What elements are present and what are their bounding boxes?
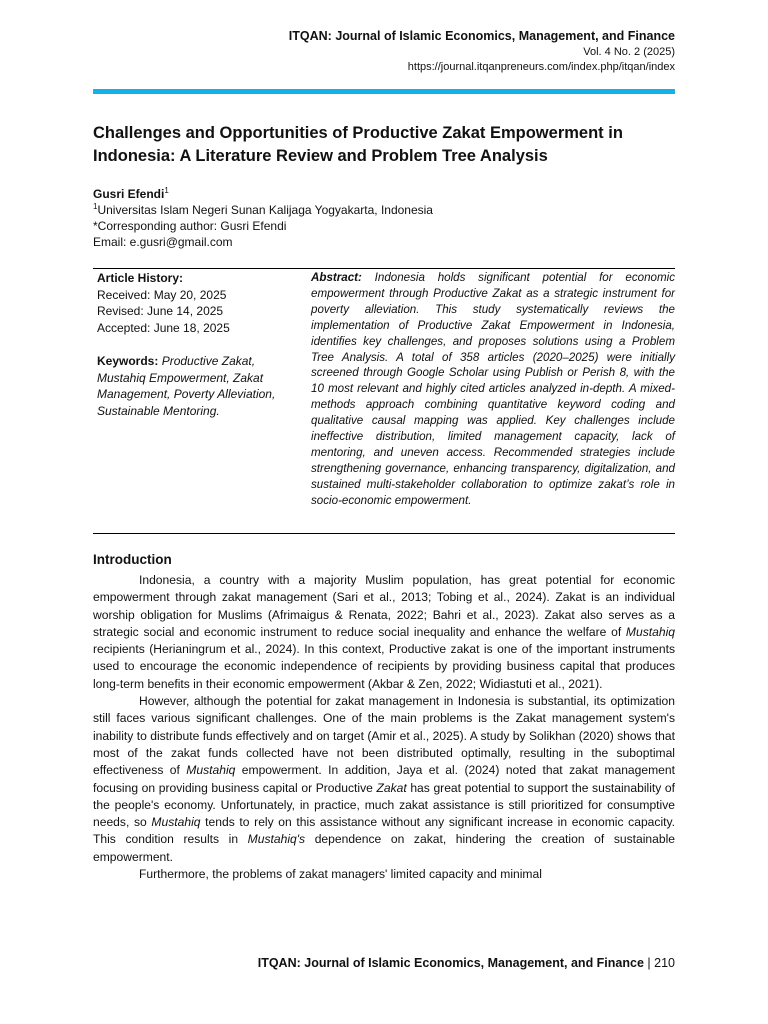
corresponding-author: *Corresponding author: Gusri Efendi <box>93 219 287 233</box>
abstract-label: Abstract: <box>311 271 362 284</box>
text-run: recipients (Herianingrum et al., 2024). In this context, Productive zakat is one of the important instruments used to encourage the economic independence of recipients by providing business capital that produces long-term benefits in their economic empowerment (Akbar & Zen, 2022; Widiastuti et al., 2021). <box>93 642 675 691</box>
italic-term: Mustahiq <box>151 815 201 830</box>
italic-term: Mustahiq's <box>247 832 306 847</box>
footer-separator: | <box>647 956 651 970</box>
paragraph <box>93 572 675 693</box>
paper-title: Challenges and Opportunities of Productive Zakat Empowerment in Indonesia: A Literature Review and Problem Tree Analysis <box>93 124 623 165</box>
author-affiliation: Universitas Islam Negeri Sunan Kalijaga Yogyakarta, Indonesia <box>97 203 433 217</box>
keywords-text: Productive Zakat, Mustahiq Empowerment, Zakat Management, Poverty Alleviation, Sustainable Mentoring. <box>97 354 276 418</box>
text-run: has great potential to support the sustainability of the people's economy. Unfortunately, in practice, much zakat assistance is still prioritized for consumptive needs, so <box>93 780 675 830</box>
page-number: 210 <box>654 956 675 970</box>
running-footer <box>258 955 675 972</box>
text-run: However, although the potential for zakat management in Indonesia is substantial, its optimization still faces various significant challenges. One of the main problems is the Zakat management system's inability to distribute funds effectively and on target (Amir et al., 2025). A study by Solikhan (2020) shows that most of the zakat funds collected have not been distributed optimally, resulting in the suboptimal effectiveness of <box>93 694 675 778</box>
accepted-date: Accepted: June 18, 2025 <box>97 320 230 335</box>
paragraph: Furthermore, the problems of zakat managers' limited capacity and minimal <box>139 867 542 882</box>
introduction-section <box>93 551 675 883</box>
journal-url[interactable]: https://journal.itqanpreneurs.com/index.php/itqan/index <box>407 61 675 73</box>
section-heading: Introduction <box>93 552 172 567</box>
text-run: tends to rely on this assistance without any significant increase in economic capacity. This condition results in <box>93 815 675 847</box>
revised-date: Revised: June 14, 2025 <box>97 304 224 318</box>
article-history <box>97 270 302 419</box>
text-run: Indonesia, a country with a majority Muslim population, has great potential for economic empowerment through zakat management (Sari et al., 2013; Tobing et al., 2024). Zakat is an individual worship obligation for Muslims (Afrimaigus & Renata, 2022; Bahri et al., 2023). Zakat also serves as a strategic social and economic instrument to reduce social inequality and enhance the welfare of <box>93 573 675 639</box>
italic-term: Mustahiq <box>625 624 675 639</box>
footer-journal: ITQAN: Journal of Islamic Economics, Management, and Finance <box>257 956 644 970</box>
affiliation-mark: 1 <box>93 202 98 211</box>
text-run: dependence on zakat, hindering the creation of sustainable empowerment. <box>93 832 676 864</box>
abstract-text: Indonesia holds significant potential for economic empowerment through Productive Zakat as a strategic instrument for poverty alleviation. This study systematically reviews the implementation of Productive Zakat Empowerment in Indonesia, identifies key challenges, and proposes solutions using a Problem Tree Analysis. A total of 358 articles (2020–2025) were initially screened through Google Scholar using Publish or Perish 8, with the 10 most relevant and highly cited articles analyzed in-depth. A mixed-methods approach combining quantitative keyword coding and qualitative causal mapping was applied. Key challenges include ineffective distribution, limited management capacity, lack of mentoring, and uneven access. Recommended strategies include strengthening governance, enhancing transparency, digitalization, and sustained multi-stakeholder collaboration to optimize zakat’s role in socio-economic empowerment. <box>311 271 675 507</box>
author-block <box>93 186 433 250</box>
keywords-label: Keywords: <box>97 354 159 368</box>
paragraph <box>93 693 675 866</box>
history-label: Article History: <box>97 271 184 285</box>
author-email: Email: e.gusri@gmail.com <box>93 235 233 249</box>
journal-volume: Vol. 4 No. 2 (2025) <box>583 46 675 58</box>
keywords <box>97 353 302 419</box>
author-affiliation-mark: 1 <box>164 186 169 195</box>
text-run: empowerment. In addition, Jaya et al. (2024) noted that zakat management focusing on providing business capital or Productive <box>93 763 675 795</box>
journal-name: ITQAN: Journal of Islamic Economics, Management, and Finance <box>288 29 675 43</box>
article-info-box <box>93 268 675 534</box>
italic-term: Mustahiq <box>186 763 236 778</box>
header-rule <box>93 89 675 94</box>
abstract <box>311 270 675 509</box>
italic-term: Zakat <box>376 780 407 795</box>
author-name: Gusri Efendi <box>93 187 165 201</box>
running-header <box>289 28 675 75</box>
received-date: Received: May 20, 2025 <box>97 287 227 302</box>
